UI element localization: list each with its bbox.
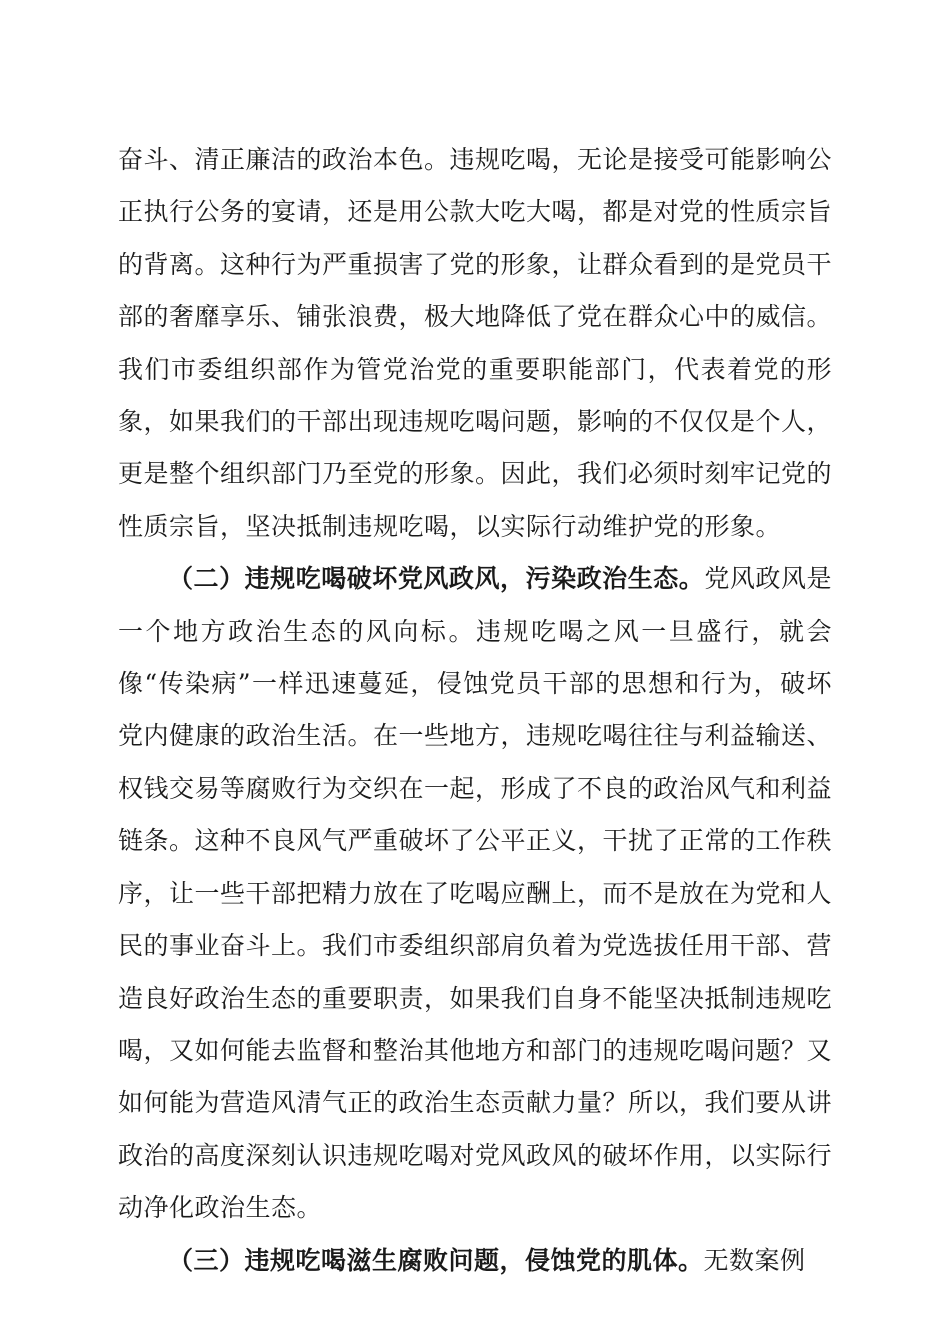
paragraph-1-text: 奋斗、清正廉洁的政治本色。违规吃喝，无论是接受可能影响公正执行公务的宴请，还是用公款大吃大喝，都是对党的性质宗旨的背离。这种行为严重损害了党的形象，让群众看到的是党员干部的奢靡享乐、铺张浪费，极大地降低了党在群众心中的威信。我们市委组织部作为管党治党的重要职能部门，代表着党的形象，如果我们的干部出现违规吃喝问题，影响的不仅仅是个人，更是整个组织部门乃至党的形象。因此，我们必须时刻牢记党的性质宗旨，坚决抵制违规吃喝，以实际行动维护党的形象。 — [118, 145, 833, 541]
section-heading-3: （三）违规吃喝滋生腐败问题，侵蚀党的肌体。 — [168, 1245, 704, 1275]
paragraph-3 — [118, 1235, 832, 1287]
document-page — [118, 134, 832, 1287]
paragraph-2-text: 党风政风是一个地方政治生态的风向标。违规吃喝之风一旦盛行，就会像“传染病”一样迅速蔓延，侵蚀党员干部的思想和行为，破坏党内健康的政治生活。在一些地方，违规吃喝往往与利益输送、权钱交易等腐败行为交织在一起，形成了不良的政治风气和利益链条。这种不良风气严重破坏了公平正义，干扰了正常的工作秩序，让一些干部把精力放在了吃喝应酬上，而不是放在为党和人民的事业奋斗上。我们市委组织部肩负着为党选拔任用干部、营造良好政治生态的重要职责，如果我们自身不能坚决抵制违规吃喝，又如何能去监督和整治其他地方和部门的违规吃喝问题？又如何能为营造风清气正的政治生态贡献力量？所以，我们要从讲政治的高度深刻认识违规吃喝对党风政风的破坏作用，以实际行动净化政治生态。 — [118, 564, 833, 1223]
paragraph-3-text: 无数案例 — [703, 1245, 806, 1275]
paragraph-2 — [118, 553, 832, 1234]
section-heading-2: （二）违规吃喝破坏党风政风，污染政治生态。 — [168, 564, 705, 594]
paragraph-1 — [118, 134, 832, 553]
